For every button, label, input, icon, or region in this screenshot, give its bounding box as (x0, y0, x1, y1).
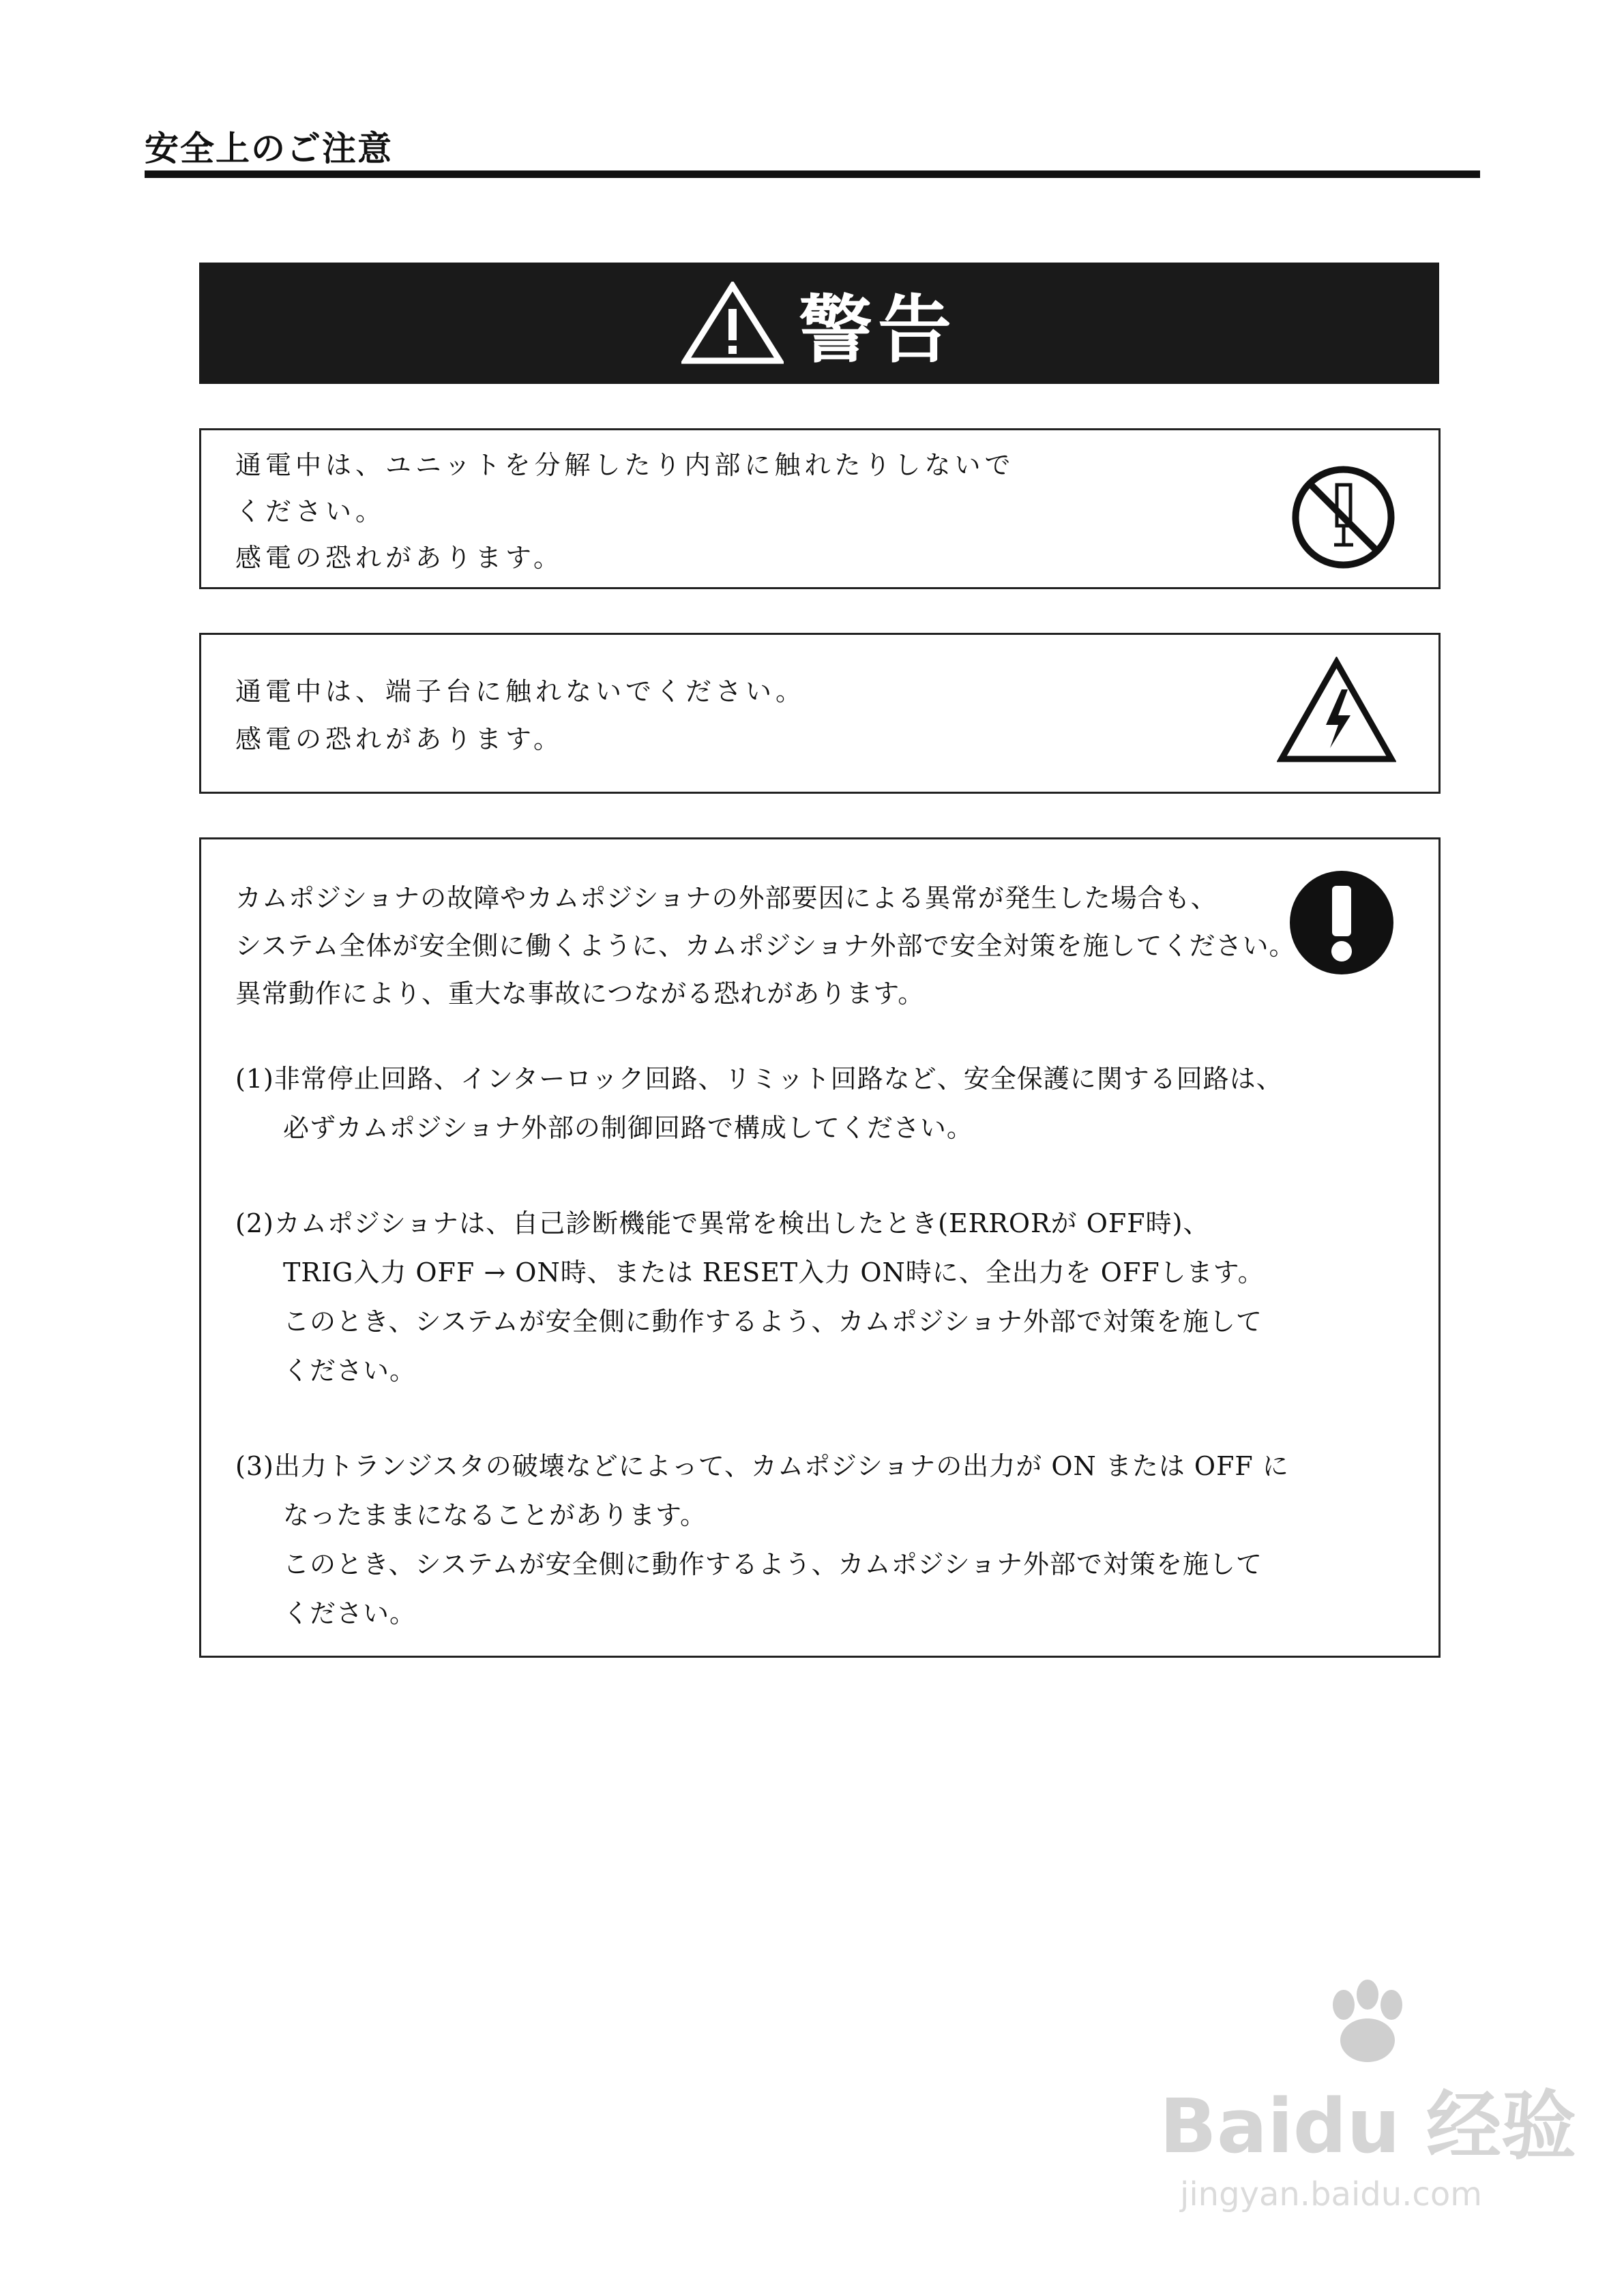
item2-line-3: このとき、システムが安全側に動作するよう、カムポジショナ外部で対策を施して (283, 1307, 1263, 1337)
item2-line-1: (2)カムポジショナは、自己診断機能で異常を検出したとき(ERRORが OFF時)、 (235, 1208, 1210, 1238)
watermark-url: jingyan.baidu.com (1180, 2175, 1482, 2213)
box1-line-2: ください。 (235, 496, 386, 526)
intro-line-2: システム全体が安全側に働くように、カムポジショナ外部で安全対策を施してください。 (235, 931, 1296, 961)
intro-line-1: カムポジショナの故障やカムポジショナの外部要因による異常が発生した場合も、 (235, 883, 1217, 913)
warning-title: 警告 (798, 287, 957, 373)
paw-logo-icon (1316, 1978, 1419, 2066)
baidu-watermark (1160, 1978, 1582, 2237)
header-rule (145, 170, 1480, 178)
box2-line-2: 感電の恐れがあります。 (235, 724, 563, 754)
item2-line-2: TRIG入力 OFF → ON時、または RESET入力 ON時に、全出力を OFFします。 (283, 1257, 1265, 1287)
page-title: 安全上のご注意 (145, 129, 393, 168)
intro-line-3: 異常動作により、重大な事故につながる恐れがあります。 (235, 979, 925, 1009)
electric-shock-warning-icon (1277, 657, 1396, 766)
item3-line-4: ください。 (283, 1598, 417, 1628)
mandatory-exclamation-icon (1287, 868, 1396, 977)
watermark-brand: Baidu 经验 (1160, 2083, 1577, 2170)
item3-line-2: なったままになることがあります。 (283, 1500, 707, 1530)
box1-line-3: 感電の恐れがあります。 (235, 543, 563, 573)
warning-box-safety-measures (199, 837, 1441, 1658)
box1-line-1: 通電中は、ユニットを分解したり内部に触れたりしないで (235, 450, 1015, 480)
no-disassembly-icon (1290, 464, 1396, 570)
item3-line-3: このとき、システムが安全側に動作するよう、カムポジショナ外部で対策を施して (283, 1549, 1263, 1579)
item1-line-1: (1)非常停止回路、インターロック回路、リミット回路など、安全保護に関する回路は、 (235, 1064, 1283, 1094)
item1-line-2: 必ずカムポジショナ外部の制御回路で構成してください。 (283, 1113, 973, 1143)
warning-triangle-icon (681, 282, 784, 365)
item3-line-1: (3)出力トランジスタの破壊などによって、カムポジショナの出力が ON または OFF に (235, 1451, 1289, 1481)
warning-box-disassembly (199, 428, 1441, 589)
box2-line-1: 通電中は、端子台に触れないでください。 (235, 676, 806, 706)
item2-line-4: ください。 (283, 1356, 417, 1386)
warning-banner (199, 263, 1439, 384)
warning-box-terminal (199, 633, 1441, 794)
